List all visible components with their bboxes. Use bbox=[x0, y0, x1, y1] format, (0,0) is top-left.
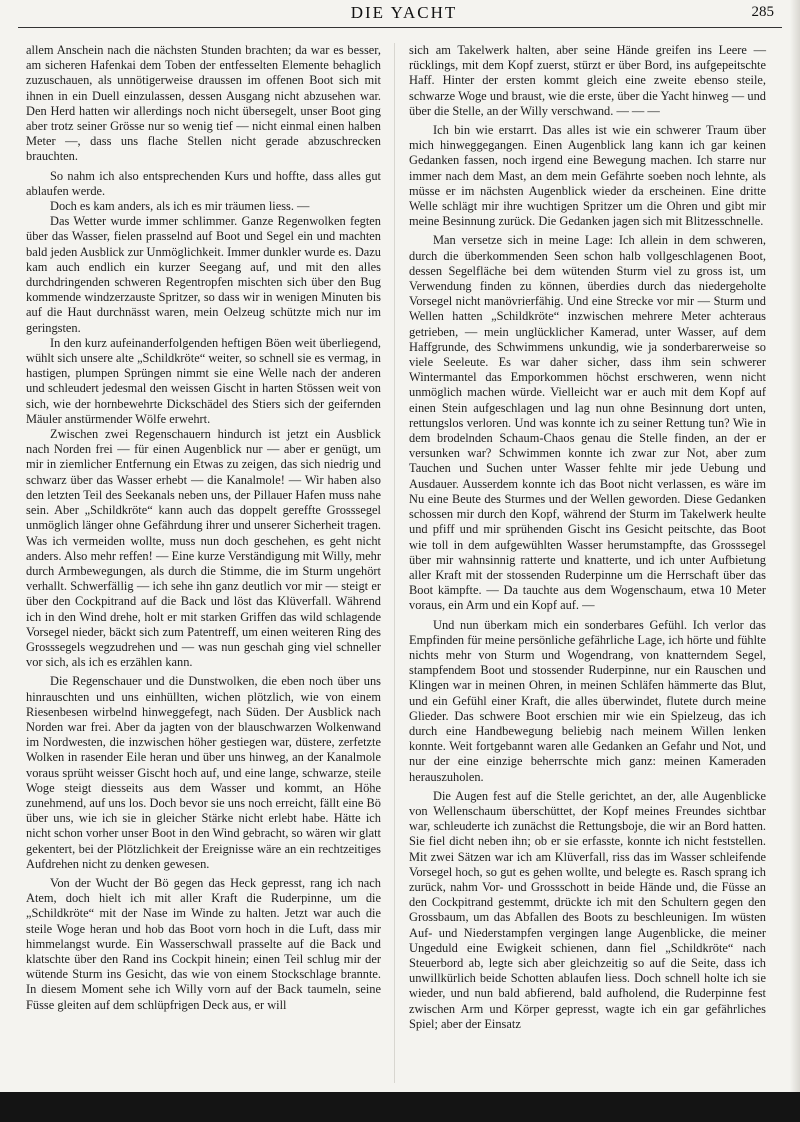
paragraph: sich am Takelwerk halten, aber seine Hände greifen ins Leere — rücklings, mit dem Kopf zuerst, stürzt er über Bord, ins aufgepeitschte Haff. Hinter der ersten kommt gleich eine zweite ebenso steile, schwarze Woge und braust, wie die erste, über die Yacht hinweg — und über die Stelle, an der Willy verschwand. — — — bbox=[409, 43, 766, 118]
running-title: DIE YACHT bbox=[350, 3, 458, 22]
right-column bbox=[409, 43, 766, 1032]
paragraph: Ich bin wie erstarrt. Das alles ist wie ein schwerer Traum über mich hinweggegangen. Einen Augenblick lang kann ich gar keinen Gedanken fassen, noch irgend eine Bewegung machen. Ich starre nur immer nach dem Mast, an dem mein Gefährte soeben noch lehnte, als müsse er im nächsten Augenblick wieder da erscheinen. Eine dritte Welle schlägt mir ihre wuchtigen Spritzer um die Ohren und gibt mir meine Besinnung zurück. Die Gedanken jagen sich mit Blitzesschnelle. bbox=[409, 123, 766, 229]
page-number: 285 bbox=[751, 4, 774, 20]
paragraph: Die Augen fest auf die Stelle gerichtet, an der, alle Augenblicke von Wellenschaum überschüttet, der Kopf meines Freundes sichtbar war, schleuderte ich zunächst die Rettungsboje, die wir an Bord hatten. Sie fiel dicht neben ihn; ob er sie erfasste, konnte ich nicht feststellen. Mit zwei Sätzen war ich am Klüverfall, riss das im Wasser schleifende Vorsegel hoch, so gut es gehen wollte, und belegte es. Rasch sprang ich zurück, nahm Vor- und Grossschott in beide Hände und, die Füsse an den Cockpitrand gestemmt, drückte ich mit den Schultern gegen den Grossbaum, um das Abfallen des Boots zu beschleunigen. Im wüsten Auf- und Niederstampfen vergingen lange Augenblicke, die meiner Ungeduld eine Ewigkeit schienen, dann fiel „Schildkröte“ nach Steuerbord ab, legte sich aber gleichzeitig so auf die Seite, dass ich unwillkürlich beide Schotten ablaufen liess. Doch schnell holte ich sie wieder, und nun bald abfierend, bald aufholend, die Ruderpinne fest zwischen Arm und Körper gepresst, wagte ich ein gar gefährliches Spiel; aber der Einsatz bbox=[409, 788, 766, 1031]
header-rule bbox=[18, 27, 782, 28]
paragraph: Von der Wucht der Bö gegen das Heck gepresst, rang ich nach Atem, doch hielt ich mit aller Kraft die Ruderpinne, um die „Schildkröte“ mit der Nase im Winde zu halten. Jetzt war auch die steile Woge heran und hob das Boot vorn hoch in die Luft, dass mir himmelangst wurde. Ein Wasserschwall prasselte auf die Back und klatschte über den Rand ins Cockpit hinein; einen Teil schlug mir der wütende Sturm ins Gesicht, das wie von einem Stockschlage brannte. In diesem Moment sehe ich Willy vorn auf der Back taumeln, seine Füsse gleiten auf dem schlüpfrigen Deck aus, er will bbox=[26, 875, 381, 1012]
page-header bbox=[18, 0, 790, 28]
paragraph: Zwischen zwei Regenschauern hindurch ist jetzt ein Ausblick nach Norden frei — für einen Augenblick nur — aber er genügt, um mir in ziemlicher Entfernung ein Etwas zu zeigen, das sich niedrig und schwarz über das Wasser erhebt — die Kanalmole! — Wir haben also den letzten Teil des Seekanals neben uns, der Pillauer Hafen muss nahe sein. Aber „Schildkröte“ kann auch das doppelt gereffte Grosssegel unmöglich länger ohne Gefährdung ihrer und unserer Sicherheit tragen. Was ich vermeiden wollte, muss nun doch geschehen, es geht nicht anders. Also mehr reffen! — Eine kurze Verständigung mit Willy, mehr durch Armbewegungen, als durch die Stimme, die im Sturm ungehört verhallt. Schwerfällig — ich sehe ihn ganz deutlich vor mir — steigt er über den Cockpitrand auf die Back und löst das Klüverfall. Während ich in den Wind drehe, holt er mit starken Griffen das wild schlagende Vorsegel nieder, bäckt sich zum Patentreff, um einen weiteren Ring des Grosssegels wegzudrehen und — was nun geschah ging viel schneller vor sich, als ich es erzählen kann. bbox=[26, 427, 381, 670]
paragraph: Man versetze sich in meine Lage: Ich allein in dem schweren, durch die überkommenden Seen schon halb vollgeschlagenen Boot, dessen Segelfläche bei dem wütenden Sturm viel zu gross ist, um Verwendung finden zu können, überdies durch das niedergeholte Vorsegel nicht manövrierfähig. Und eine Strecke vor mir — Sturm und Wellen hatten „Schildkröte“ inzwischen mehrere Meter achteraus getrieben, — mein unglücklicher Kamerad, unter Wasser, auf dem Haffgrunde, des Schwimmens unkundig, wie ja sonderbarerweise so viele Seeleute. Es war daher sicher, dass ihm sein schwerer Wintermantel das Emporkommen höchst erschweren, wenn nicht unmöglich machen würde. Vielleicht war er auch mit dem Kopf auf einen Stein aufgeschlagen und lag nun ohne Besinnung dort unten, rettungslos verloren. Und was konnte ich zu seiner Rettung tun? Wie in dem brodelnden Schaum-Chaos genau die Stelle finden, an der er versunken war? Schwimmen konnte ich zwar zur Not, aber zum Tauchen und Suchen unter Wasser fehlte mir jede Uebung und Ausdauer. Ausserdem konnte ich das Boot nicht verlassen, es wäre im Nu eine Beute des Sturmes und der Wellen geworden. Diese Gedanken schossen mir durch den Kopf, während der Sturm im Takelwerk heulte und pfiff und mir sprühenden Gischt ins Gesicht peitschte, das Boot wie toll in dem aufgewühlten Wasser herumstampfte, das Grosssegel über mir wahnsinnig ratterte und knatterte, und ich unter Aufbietung aller Kraft mit der stossenden Ruderpinne um die Herrschaft über das Boot kämpfte. — Da tauchte aus dem Wogenschaum, etwa 10 Meter voraus, ein Arm und ein Kopf auf. — bbox=[409, 233, 766, 613]
paragraph: Das Wetter wurde immer schlimmer. Ganze Regenwolken fegten über das Wasser, fielen prasselnd auf Boot und Segel ein und machten bald jeden Ausblick zur Unmöglichkeit. Immer dunkler wurde es. Dazu kam auch endlich ein kurzer Seegang auf, und mit den alles durchdringenden schweren Regentropfen mischten sich über den Bug kommende windzerzauste Spritzer, so dass wir in wenigen Minuten bis auf die Haut durchnässt waren, mein Oelzeug schützte mich nur im geringsten. bbox=[26, 214, 381, 335]
paragraph: So nahm ich also entsprechenden Kurs und hoffte, dass alles gut ablaufen werde. bbox=[26, 168, 381, 198]
page-edge-shadow bbox=[790, 0, 800, 1092]
scan-bottom-border bbox=[0, 1092, 800, 1122]
paragraph: In den kurz aufeinanderfolgenden heftigen Böen weit überliegend, wühlt sich unsere alte „Schildkröte“ weiter, so schnell sie es vermag, in hastigen, plumpen Sprüngen nimmt sie eine Welle nach der anderen und schleudert jedesmal den weissen Gischt in harten Stössen weit von sich, wie der hornbewehrte Dickschädel des Stiers sich der geifernden Mäuler anstürmender Wölfe erwehrt. bbox=[26, 335, 381, 426]
paragraph: Und nun überkam mich ein sonderbares Gefühl. Ich verlor das Empfinden für meine persönliche gefährliche Lage, ich hörte und fühlte nichts mehr von Sturm und Wogendrang, von knatterndem Segel, stampfendem Boot und stossender Ruderpinne, nur ein Rauschen und Klingen war in meinen Ohren, in meinen Schläfen hämmerte das Blut, und ein Gefühl einer Kraft, die alles überwindet, flutete durch meine Glieder. Das schwere Boot erschien mir wie ein Spielzeug, das ich durch eine Handbewegung beliebig nach meinem Willen lenken konnte. Weit fortgebannt waren alle Gedanken an Gefahr und Not, und nur der eine einzige beherrschte mich ganz: meinen Kameraden herauszuholen. bbox=[409, 617, 766, 784]
paragraph: allem Anschein nach die nächsten Stunden brachten; da war es besser, am sicheren Hafenkai dem Toben der entfesselten Elemente behaglich zuzuschauen, als unnötigerweise draussen im offenen Boot sich mit ihnen in ein Duell einzulassen, dessen Ausgang nicht abzusehen war. Den Herd hatten wir allerdings noch nicht übersegelt, unser Boot ging aber trotz seiner Grösse nur so wenig tief — nicht einmal einen halben Meter —, dass uns flache Stellen nicht gerade abzuschrecken brauchten. bbox=[26, 43, 381, 164]
column-divider bbox=[394, 43, 395, 1083]
paragraph: Doch es kam anders, als ich es mir träumen liess. — bbox=[50, 199, 310, 214]
left-column bbox=[26, 43, 381, 1013]
paragraph: Die Regenschauer und die Dunstwolken, die eben noch über uns hinrauschten und uns einhüllten, wichen plötzlich, wie von einem Riesenbesen wirbelnd hinweggefegt, nach Süden. Der Ausblick nach Norden war frei. Aber da jagten von der blauschwarzen Wolkenwand im Nordwesten, die inzwischen höher gestiegen war, düstere, zerfetzte Wolken in rasender Eile heran und über uns hinweg, an der Kanalmole voraus sprüht weisser Gischt hoch auf, und eine lange, schwarze, steile Woge steigt diesseits aus dem Wasser und kommt, an Höhe zunehmend, auf uns los. Doch bevor sie uns noch erreicht, fällt eine Bö über uns, wie ich sie in gleicher Stärke nicht erlebt habe. Hätte ich nicht schon vorher unser Boot in den Wind gebracht, so wären wir glatt gekentert, bei der Plötzlichkeit der Ereignisse wäre an ein rechtzeitiges Aufdrehen nicht zu denken gewesen. bbox=[26, 674, 381, 871]
